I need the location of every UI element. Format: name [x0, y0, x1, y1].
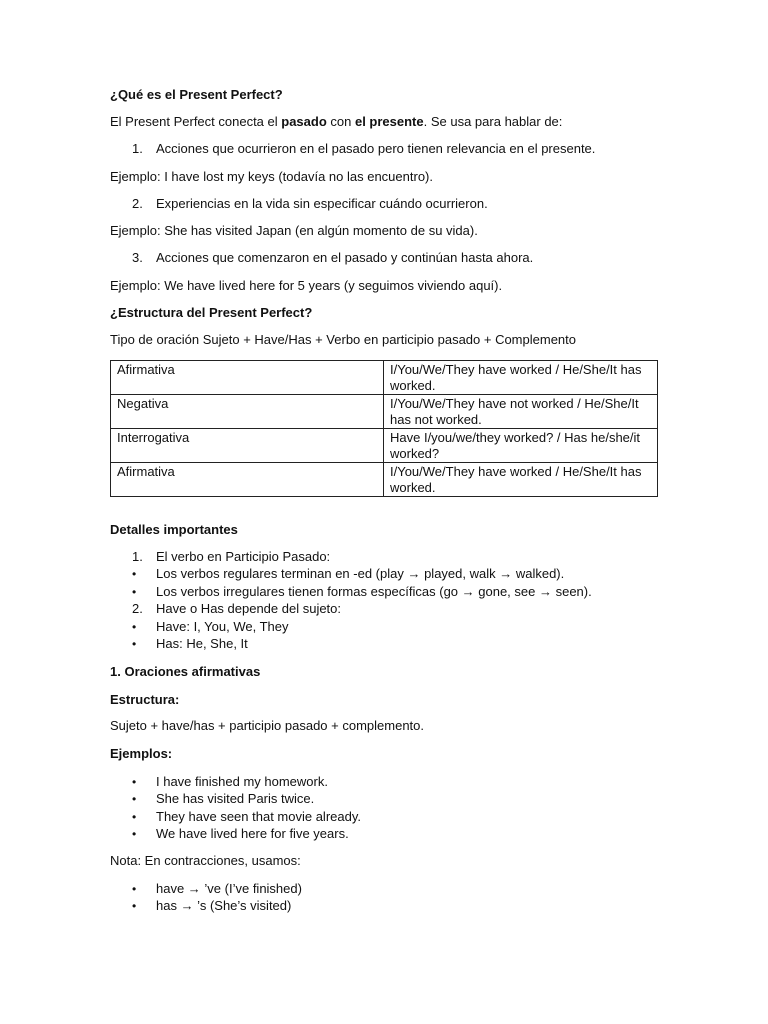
detail-text: Have o Has depende del sujeto:: [156, 601, 342, 616]
use-example: Ejemplo: I have lost my keys (todavía no las encuentro).: [110, 169, 433, 184]
table-row: [111, 429, 658, 463]
heading-structure: ¿Estructura del Present Perfect?: [110, 305, 313, 320]
table-row: [111, 361, 658, 395]
intro-bold-pasado: pasado: [281, 114, 327, 129]
bullet-icon: •: [132, 620, 137, 634]
use-number: 2.: [132, 196, 143, 211]
contraction-item: has → ’s (She’s visited): [156, 898, 292, 913]
structure-line: Tipo de oración Sujeto + Have/Has + Verbo en participio pasado + Complemento: [110, 332, 576, 347]
intro-text-1: El Present Perfect conecta el: [110, 114, 282, 129]
bullet-icon: •: [132, 567, 137, 581]
detail-text: Los verbos irregulares tienen formas específicas (go → gone, see → seen).: [156, 584, 592, 599]
use-text: Acciones que ocurrieron en el pasado pero tienen relevancia en el presente.: [156, 141, 596, 156]
detail-text: Los verbos regulares terminan en -ed (play → played, walk → walked).: [156, 566, 565, 581]
heading-examples: Ejemplos:: [110, 746, 173, 761]
table-cell-type: Afirmativa: [111, 463, 384, 497]
table-cell-type: Negativa: [111, 395, 384, 429]
example-item: We have lived here for five years.: [156, 826, 349, 841]
bullet-icon: •: [132, 882, 137, 896]
table-cell-example: I/You/We/They have worked / He/She/It has worked.: [384, 361, 658, 395]
table-row: [111, 463, 658, 497]
use-number: 3.: [132, 250, 143, 265]
sentence-type-table: [110, 360, 658, 497]
use-text: Acciones que comenzaron en el pasado y continúan hasta ahora.: [156, 250, 534, 265]
use-number: 1.: [132, 141, 143, 156]
bullet-icon: •: [132, 827, 137, 841]
table-cell-example: Have I/you/we/they worked? / Has he/she/it worked?: [384, 429, 658, 463]
intro-text-2: con: [326, 114, 355, 129]
heading-affirmative: 1. Oraciones afirmativas: [110, 664, 261, 679]
table-cell-type: Interrogativa: [111, 429, 384, 463]
bullet-icon: •: [132, 637, 137, 651]
table-cell-example: I/You/We/They have worked / He/She/It has worked.: [384, 463, 658, 497]
affirmative-structure: Sujeto + have/has + participio pasado + complemento.: [110, 718, 425, 733]
intro-bold-presente: el presente: [354, 114, 424, 129]
example-item: They have seen that movie already.: [156, 809, 361, 824]
bullet-icon: •: [132, 585, 137, 599]
detail-marker: 2.: [132, 601, 143, 616]
detail-text: Have: I, You, We, They: [156, 619, 289, 634]
bullet-icon: •: [132, 810, 137, 824]
detail-text: El verbo en Participio Pasado:: [156, 549, 331, 564]
heading-estructura: Estructura:: [110, 692, 180, 707]
table-cell-type: Afirmativa: [111, 361, 384, 395]
contraction-note: Nota: En contracciones, usamos:: [110, 853, 301, 868]
bullet-icon: •: [132, 899, 137, 913]
example-item: I have finished my homework.: [156, 774, 328, 789]
heading-what-is: ¿Qué es el Present Perfect?: [110, 87, 283, 102]
bullet-icon: •: [132, 792, 137, 806]
intro-text-3: . Se usa para hablar de:: [423, 114, 563, 129]
detail-marker: 1.: [132, 549, 143, 564]
intro-paragraph: [110, 114, 562, 130]
table-row: [111, 395, 658, 429]
contraction-item: have → ’ve (I’ve finished): [156, 881, 302, 896]
example-item: She has visited Paris twice.: [156, 791, 315, 806]
use-example: Ejemplo: We have lived here for 5 years (y seguimos viviendo aquí).: [110, 278, 503, 293]
table-cell-example: I/You/We/They have not worked / He/She/It has not worked.: [384, 395, 658, 429]
heading-details: Detalles importantes: [110, 522, 238, 537]
bullet-icon: •: [132, 775, 137, 789]
detail-text: Has: He, She, It: [156, 636, 248, 651]
use-example: Ejemplo: She has visited Japan (en algún momento de su vida).: [110, 223, 478, 238]
use-text: Experiencias en la vida sin especificar cuándo ocurrieron.: [156, 196, 488, 211]
